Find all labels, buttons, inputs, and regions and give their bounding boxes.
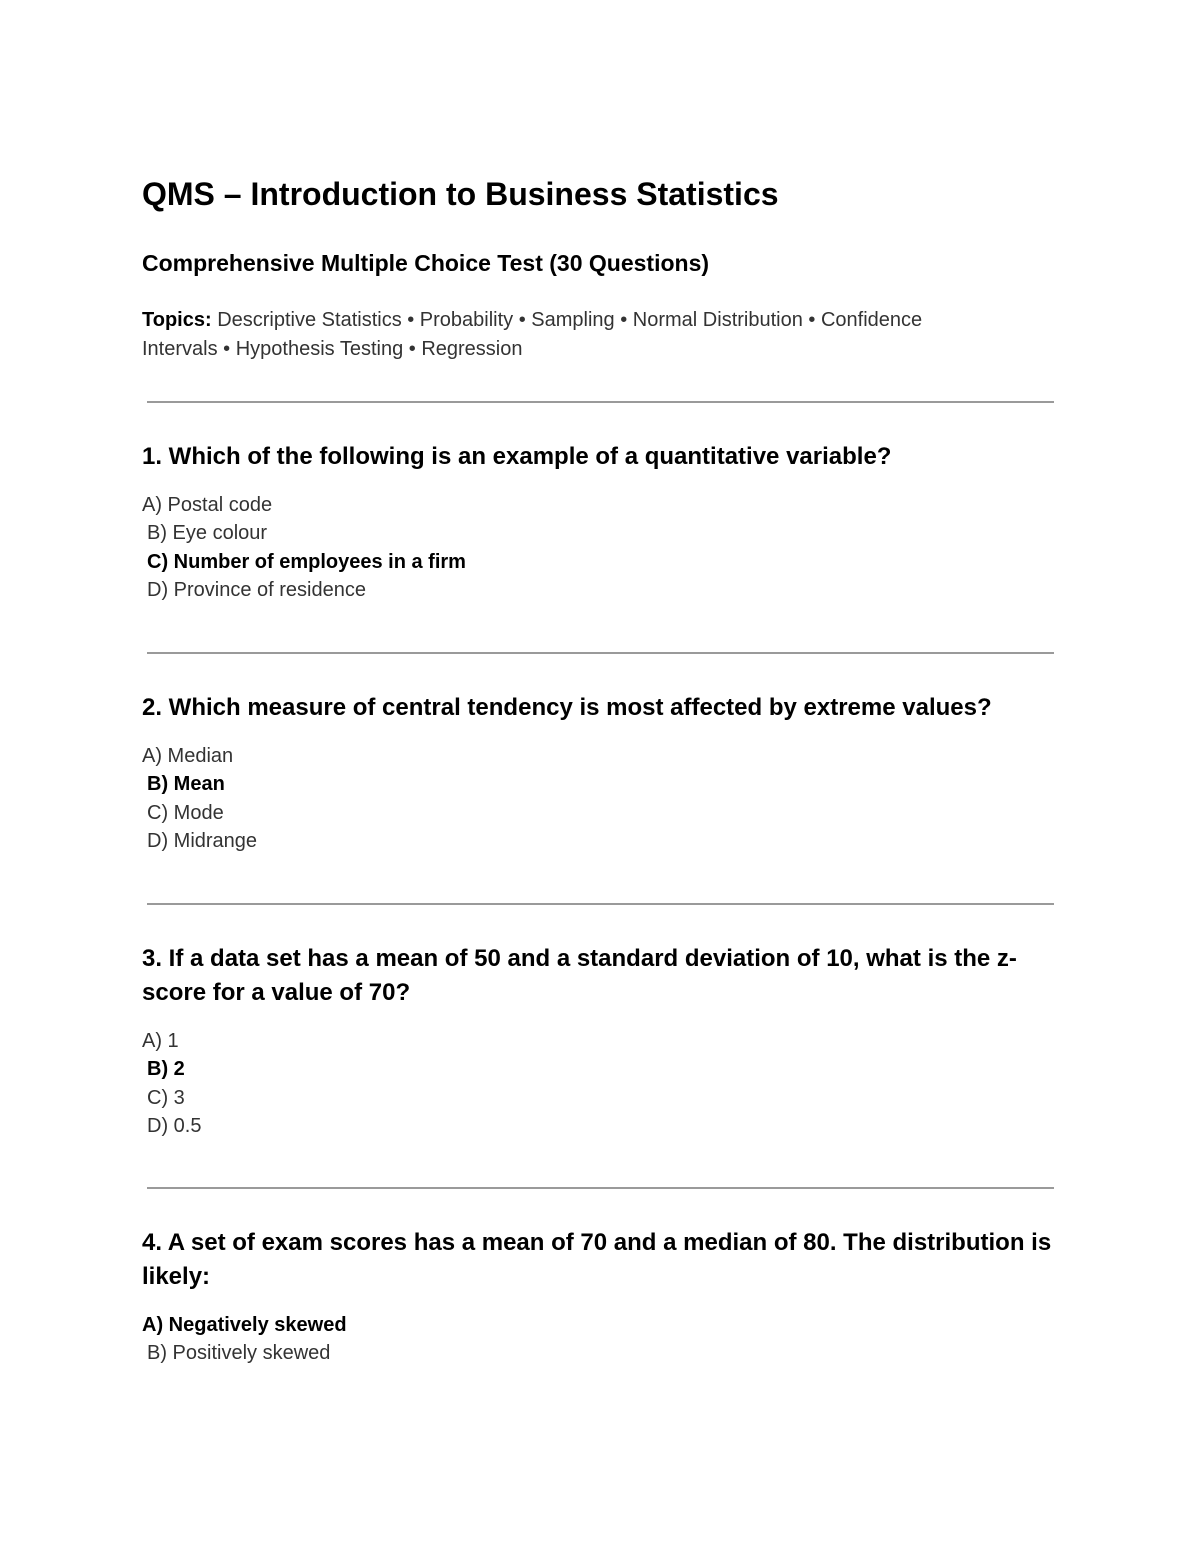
divider: [147, 652, 1054, 654]
topics-text: Descriptive Statistics • Probability • Sampling • Normal Distribution • Confidence Intervals • Hypothesis Testing • Regression: [142, 309, 923, 360]
option-c: C) Mode: [147, 801, 224, 824]
option-d: D) Province of residence: [147, 579, 366, 602]
option-list: [142, 1311, 1054, 1368]
option-a-correct-answer: A) Negatively skewed: [142, 1314, 347, 1336]
option-list: [142, 742, 1054, 856]
question-3: [142, 942, 1054, 1141]
option-d: D) Midrange: [147, 830, 258, 853]
option-a: A) Postal code: [142, 494, 273, 516]
option-c: C) 3: [147, 1086, 185, 1109]
divider: [147, 1187, 1054, 1189]
option-a: A) 1: [142, 1030, 179, 1052]
option-a: A) Median: [142, 745, 234, 767]
question-2: [142, 691, 1054, 856]
question-text: 4. A set of exam scores has a mean of 70 and a median of 80. The distribution is likely:: [142, 1229, 1052, 1290]
question-text: 1. Which of the following is an example of a quantitative variable?: [142, 443, 892, 470]
option-b-correct-answer: B) 2: [147, 1058, 185, 1081]
question-1: [142, 440, 1054, 605]
option-c-correct-answer: C) Number of employees in a firm: [147, 550, 466, 573]
option-d: D) 0.5: [147, 1115, 202, 1138]
divider: [147, 401, 1054, 403]
question-text: 2. Which measure of central tendency is most affected by extreme values?: [142, 694, 992, 721]
document-subtitle: Comprehensive Multiple Choice Test (30 Questions): [142, 250, 710, 276]
option-b: B) Eye colour: [147, 522, 268, 545]
topics-label: Topics:: [142, 309, 212, 331]
option-b-correct-answer: B) Mean: [147, 773, 225, 796]
document-title: QMS – Introduction to Business Statistics: [142, 176, 779, 212]
option-b: B) Positively skewed: [147, 1342, 331, 1365]
option-list: [142, 1027, 1054, 1141]
question-text: 3. If a data set has a mean of 50 and a standard deviation of 10, what is the z-score for a value of 70?: [142, 945, 1017, 1006]
divider: [147, 903, 1054, 905]
option-list: [142, 491, 1054, 605]
topics-line: [142, 306, 1002, 363]
question-4: [142, 1226, 1054, 1368]
